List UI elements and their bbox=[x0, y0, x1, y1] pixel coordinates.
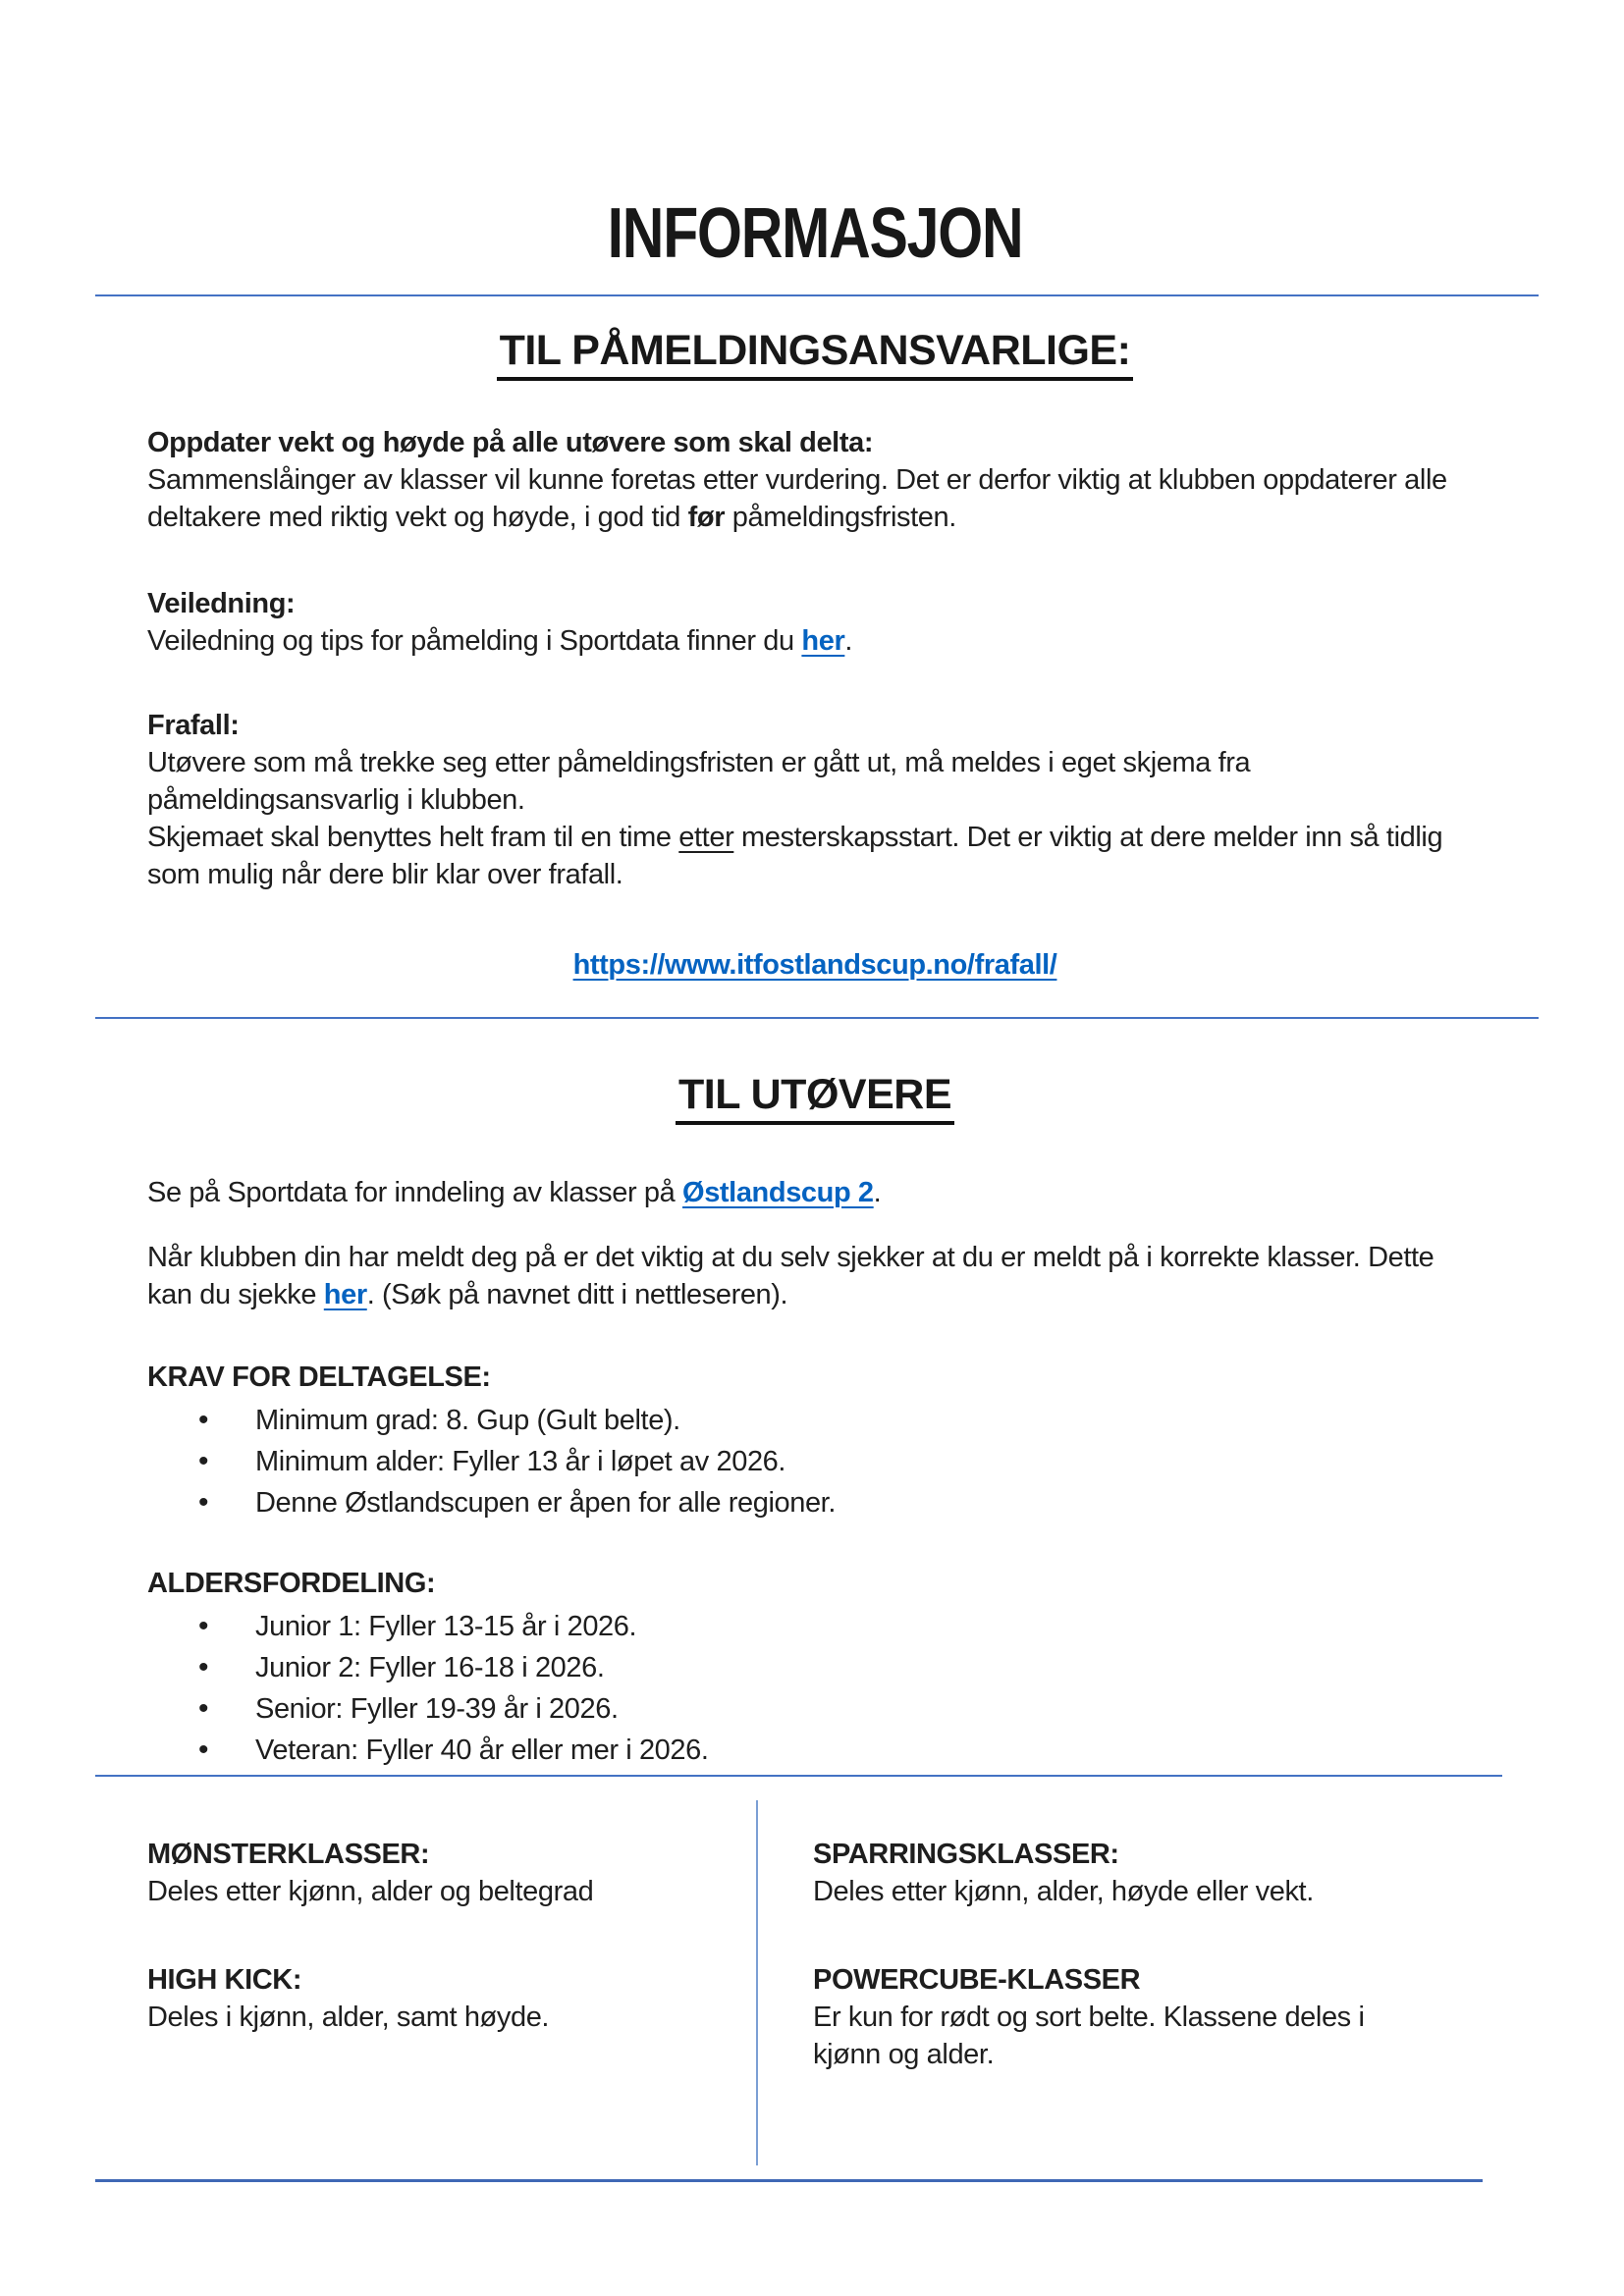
powercube-classes-block bbox=[813, 1961, 1386, 2073]
monster-classes-block bbox=[147, 1836, 756, 1910]
list-item: • Senior: Fyller 19-39 år i 2026. bbox=[147, 1690, 1483, 1728]
list-item: • Junior 2: Fyller 16-18 i 2026. bbox=[147, 1649, 1483, 1686]
high-kick-block bbox=[147, 1961, 756, 2036]
check-her-link[interactable]: her bbox=[323, 1279, 367, 1310]
monster-classes-body: Deles etter kjønn, alder og beltegrad bbox=[147, 1876, 594, 1907]
intro-text-part1: Se på Sportdata for inndeling av klasser på bbox=[147, 1177, 683, 1208]
powercube-classes-heading: POWERCUBE-KLASSER bbox=[813, 1964, 1141, 1996]
guide-paragraph bbox=[147, 585, 1483, 660]
withdrawal-text-2b: mesterskapsstart. Det er viktig at dere melder inn så tidlig som mulig når dere blir klar over frafall. bbox=[147, 822, 1443, 890]
section-heading-athletes bbox=[147, 1068, 1483, 1121]
age-distribution-heading: ALDERSFORDELING: bbox=[147, 1568, 436, 1599]
monster-classes-heading: MØNSTERKLASSER: bbox=[147, 1839, 430, 1870]
class-info-left-column bbox=[147, 1800, 758, 2165]
sparring-classes-body: Deles etter kjønn, alder, høyde eller vekt. bbox=[813, 1876, 1314, 1907]
update-weight-height-heading: Oppdater vekt og høyde på alle utøvere som skal delta: bbox=[147, 427, 874, 458]
check-text-part2: . (Søk på navnet ditt i nettleseren). bbox=[366, 1279, 788, 1310]
high-kick-body: Deles i kjønn, alder, samt høyde. bbox=[147, 2002, 550, 2033]
high-kick-heading: HIGH KICK: bbox=[147, 1964, 302, 1996]
age-distribution-list bbox=[147, 1608, 1483, 1769]
section-heading-registrars bbox=[147, 324, 1483, 377]
withdrawal-text-etter-underlined: etter bbox=[678, 822, 734, 853]
list-item: • Denne Østlandscupen er åpen for alle regioner. bbox=[147, 1484, 1483, 1522]
guide-her-link[interactable]: her bbox=[801, 625, 845, 657]
guide-text-part1: Veiledning og tips for påmelding i Sportdata finner du bbox=[147, 625, 802, 657]
bottom-border-line bbox=[95, 2179, 1483, 2182]
section-heading-registrars-text: TIL PÅMELDINGSANSVARLIGE: bbox=[497, 327, 1134, 381]
horizontal-divider bbox=[95, 1017, 1539, 1019]
powercube-classes-body: Er kun for rødt og sort belte. Klassene deles i kjønn og alder. bbox=[813, 2002, 1365, 2070]
list-item: • Junior 1: Fyller 13-15 år i 2026. bbox=[147, 1608, 1483, 1645]
withdrawal-text-2a: Skjemaet skal benyttes helt fram til en time bbox=[147, 822, 679, 853]
sportdata-intro-paragraph bbox=[147, 1174, 1483, 1211]
check-text-part1: Når klubben din har meldt deg på er det viktig at du selv sjekker at du er meldt på i korrekte klasser. Dette kan du sjekke bbox=[147, 1242, 1435, 1310]
withdrawal-paragraph bbox=[147, 707, 1483, 893]
list-item: • Veteran: Fyller 40 år eller mer i 2026. bbox=[147, 1732, 1483, 1769]
list-item: • Minimum grad: 8. Gup (Gult belte). bbox=[147, 1402, 1483, 1439]
update-text-part2: påmeldingsfristen. bbox=[725, 502, 956, 533]
ostlandscup2-link[interactable]: Østlandscup 2 bbox=[682, 1177, 874, 1208]
frafall-link-line bbox=[147, 946, 1483, 984]
withdrawal-heading: Frafall: bbox=[147, 710, 240, 741]
guide-text-part2: . bbox=[844, 625, 853, 657]
page-title: INFORMASJON bbox=[607, 194, 1023, 273]
check-registration-paragraph bbox=[147, 1239, 1483, 1313]
section-heading-athletes-text: TIL UTØVERE bbox=[676, 1071, 954, 1125]
class-info-columns bbox=[147, 1800, 1483, 2165]
frafall-url-link[interactable]: https://www.itfostlandscup.no/frafall/ bbox=[572, 949, 1057, 981]
class-info-right-column bbox=[758, 1800, 1386, 2165]
requirements-section bbox=[147, 1359, 1483, 1396]
update-text-part1: Sammenslåinger av klasser vil kunne foretas etter vurdering. Det er derfor viktig at klubben oppdaterer alle deltakere med riktig vekt og høyde, i god tid bbox=[147, 464, 1447, 533]
update-weight-height-paragraph bbox=[147, 424, 1483, 536]
requirements-heading: KRAV FOR DELTAGELSE: bbox=[147, 1362, 491, 1393]
sparring-classes-heading: SPARRINGSKLASSER: bbox=[813, 1839, 1119, 1870]
requirements-list bbox=[147, 1402, 1483, 1522]
update-text-bold-for: før bbox=[687, 502, 726, 533]
horizontal-divider bbox=[95, 294, 1539, 296]
guide-heading: Veiledning: bbox=[147, 588, 296, 619]
sparring-classes-block bbox=[813, 1836, 1386, 1910]
intro-text-part2: . bbox=[873, 1177, 882, 1208]
age-distribution-section bbox=[147, 1565, 1483, 1602]
list-item: • Minimum alder: Fyller 13 år i løpet av 2026. bbox=[147, 1443, 1483, 1480]
withdrawal-text-1: Utøvere som må trekke seg etter påmeldingsfristen er gått ut, må meldes i eget skjema fra påmeldingsansvarlig i klubben. bbox=[147, 747, 1251, 816]
horizontal-divider bbox=[95, 1775, 1502, 1777]
